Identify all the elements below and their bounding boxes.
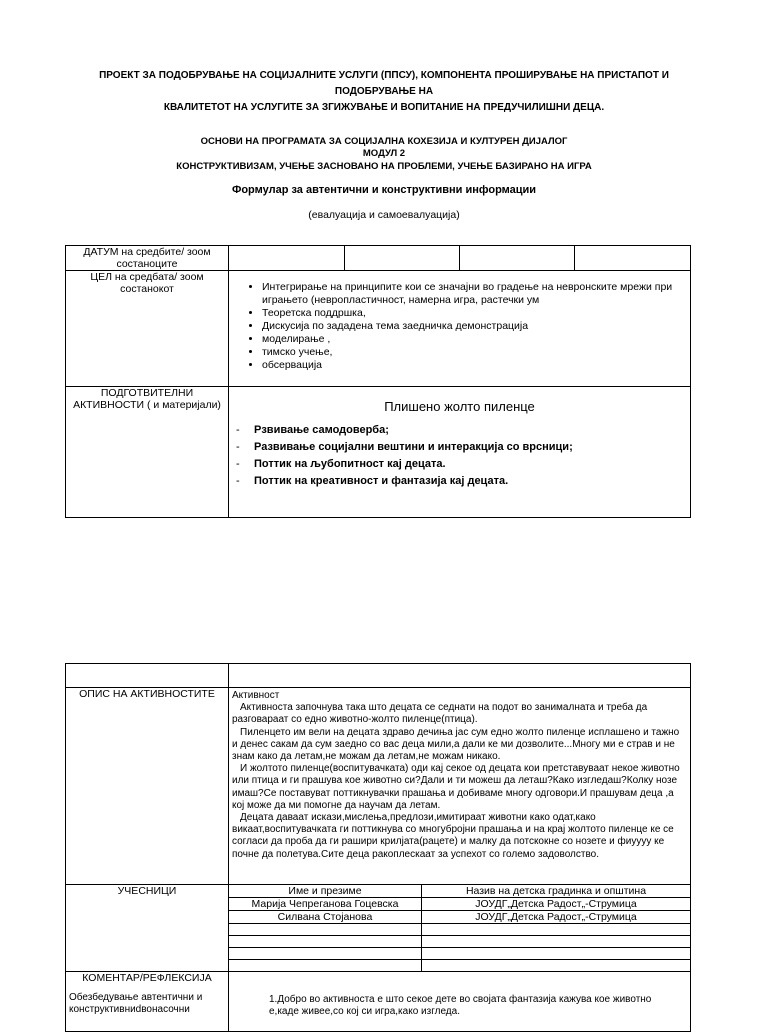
project-title	[60, 68, 708, 116]
participants-label: УЧЕСНИЦИ	[66, 885, 229, 972]
date-cell-1[interactable]	[229, 246, 345, 271]
form-subtitle: (евалуација и самоевалуација)	[308, 209, 460, 221]
info-table	[65, 245, 691, 518]
activity-paragraph: Пиленцето им вели на децата здраво дечиња јас сум едно жолто пиленце исплашено и тажно и денес сакам да сум заедно со вас деца мили,а дали ке ми дозволите...Многу ми е страв и не знам како да летам,не можам да летам,не можам никако.	[232, 726, 680, 763]
activity-row	[66, 688, 691, 885]
prep-item-text: Поттик на креативност и фантазија кај децата.	[254, 475, 509, 487]
goal-item: • Теоретска поддршка,	[262, 307, 687, 320]
comment-row	[66, 972, 691, 1032]
goal-list	[232, 281, 687, 372]
form-title: Формулар за автентични и конструктивни информации	[231, 184, 537, 196]
participant-kindergarten: ЈОУДГ„Детска Радост„-Струмица	[422, 911, 691, 924]
activity-table	[65, 663, 691, 1032]
prep-row	[66, 387, 691, 518]
prep-item-text: Развивање социјални вештини и интеракција со врсници;	[254, 441, 573, 453]
prep-list	[232, 422, 687, 490]
participant-name: Силвана Стојанова	[229, 911, 422, 924]
comment-sublabel: Обезбедување автентични и конструктивниdвонасочни	[69, 992, 203, 1015]
participants-header-row	[66, 885, 691, 898]
activity-description	[229, 688, 691, 885]
goal-label: ЦЕЛ на средбата/ зоом состанокот	[66, 271, 229, 387]
goal-item: • обсервација	[262, 359, 687, 372]
comment-line-1: 1.Добро во активноста е што секое дете во својата фантазија кажува кое животно	[269, 994, 652, 1005]
project-title-line2: КВАЛИТЕТОТ НА УСЛУГИТЕ ЗА ЗГИЖУВАЊЕ И ВОПИТАНИЕ НА ПРЕДУЧИЛИШНИ ДЕЦА.	[163, 102, 605, 113]
topics-title: КОНСТРУКТИВИЗАМ, УЧЕЊЕ ЗАСНОВАНО НА ПРОБЛЕМИ, УЧЕЊЕ БАЗИРАНО НА ИГРА	[176, 161, 592, 172]
date-cell-2[interactable]	[345, 246, 460, 271]
project-title-line1: ПРОЕКТ ЗА ПОДОБРУВАЊЕ НА СОЦИЈАЛНИТЕ УСЛУГИ (ППСУ), КОМПОНЕНТА ПРОШИРУВАЊЕ НА ПРИСТАПОТ И ПОДОБРУВАЊЕ НА	[99, 70, 669, 97]
prep-item: - Поттик на креативност и фантазија кај децата.	[236, 475, 509, 487]
goal-item: • Интегрирање на принципите кои се значајни во градење на невронските мрежи при играњето (невропластичност, намерна игра, растечки ум	[262, 281, 687, 307]
goal-row	[66, 271, 691, 387]
prep-title: Плишено жолто пиленце	[384, 399, 535, 414]
date-row	[66, 246, 691, 271]
prep-item: - Поттик на љубопитност кај децата.	[236, 458, 446, 470]
prep-item: - Развивање социјални вештини и интеракција со врсници;	[236, 441, 573, 453]
date-cell-3[interactable]	[460, 246, 575, 271]
participant-name: Марија Чепреганова Гоцевска	[229, 898, 422, 911]
goal-item: • тимско учење,	[262, 346, 687, 359]
activity-heading: Активност	[232, 690, 280, 701]
participant-kindergarten: ЈОУДГ„Детска Радост„-Струмица	[422, 898, 691, 911]
activity-label: ОПИС НА АКТИВНОСТИТЕ	[66, 688, 229, 885]
prep-item-text: Рзвивање самодовербa;	[254, 424, 389, 436]
date-cell-4[interactable]	[575, 246, 691, 271]
prep-item-text: Поттик на љубопитност кај децата.	[254, 458, 446, 470]
goal-cell	[229, 271, 691, 387]
prep-cell	[229, 387, 691, 518]
date-label: ДАТУМ на средбите/ зоом состаноците	[66, 246, 229, 271]
goal-item: • моделирање ,	[262, 333, 687, 346]
participants-col-name: Име и презиме	[229, 885, 422, 898]
comment-label: КОМЕНТАР/РЕФЛЕКСИЈА	[82, 972, 212, 984]
comment-line-2: е,каде живее,со кој си игра,како изгледа.	[269, 1006, 460, 1017]
activity-paragraph: И жолтото пиленце(воспитувачката) оди кај секое од децата кои претставуваат некое животно или птица и ги прашува кое животно си?Дали и ти можеш да леташ?Како изгледаш?Колку нозе имаш?Се поставуват поттикнувачки прашања и добиваме многу одговори.И прашувам деца ,а кој може да ми помогне да научам да летам.	[232, 763, 680, 811]
prep-label: ПОДГОТВИТЕЛНИ АКТИВНОСТИ ( и материјали)	[66, 387, 229, 518]
module-title: МОДУЛ 2	[362, 148, 406, 159]
top-empty-row	[66, 664, 691, 688]
participants-col-kindergarten: Назив на детска градинка и општина	[422, 885, 691, 898]
comment-label-cell	[66, 972, 229, 1032]
activity-paragraph: Активноста започнува така што децата се седнати на подот во занималната и треба да разговараат со едно животно-жолто пиленце(птица).	[232, 702, 648, 726]
program-title: ОСНОВИ НА ПРОГРАМАТА ЗА СОЦИЈАЛНА КОХЕЗИЈА И КУЛТУРЕН ДИЈАЛОГ	[200, 136, 568, 147]
prep-item: - Рзвивање самодовербa;	[236, 424, 389, 436]
activity-paragraph: Децата даваат искази,мислења,предлози,имитираат животни како одат,како викаат,воспитувачката ги поттикнува со многубројни прашања и на крај жолтото пиленце ке се согласи да проба да ги рашири крилјата(рацете) и малку да потскокне со нозете и фиуууу ке почне да полетува.Сите деца ракоплескаат за успехот со големо задоволство.	[232, 812, 674, 860]
goal-item: • Дискусија по зададена тема заедничка демонстрација	[262, 320, 687, 333]
comment-text	[229, 972, 691, 1032]
